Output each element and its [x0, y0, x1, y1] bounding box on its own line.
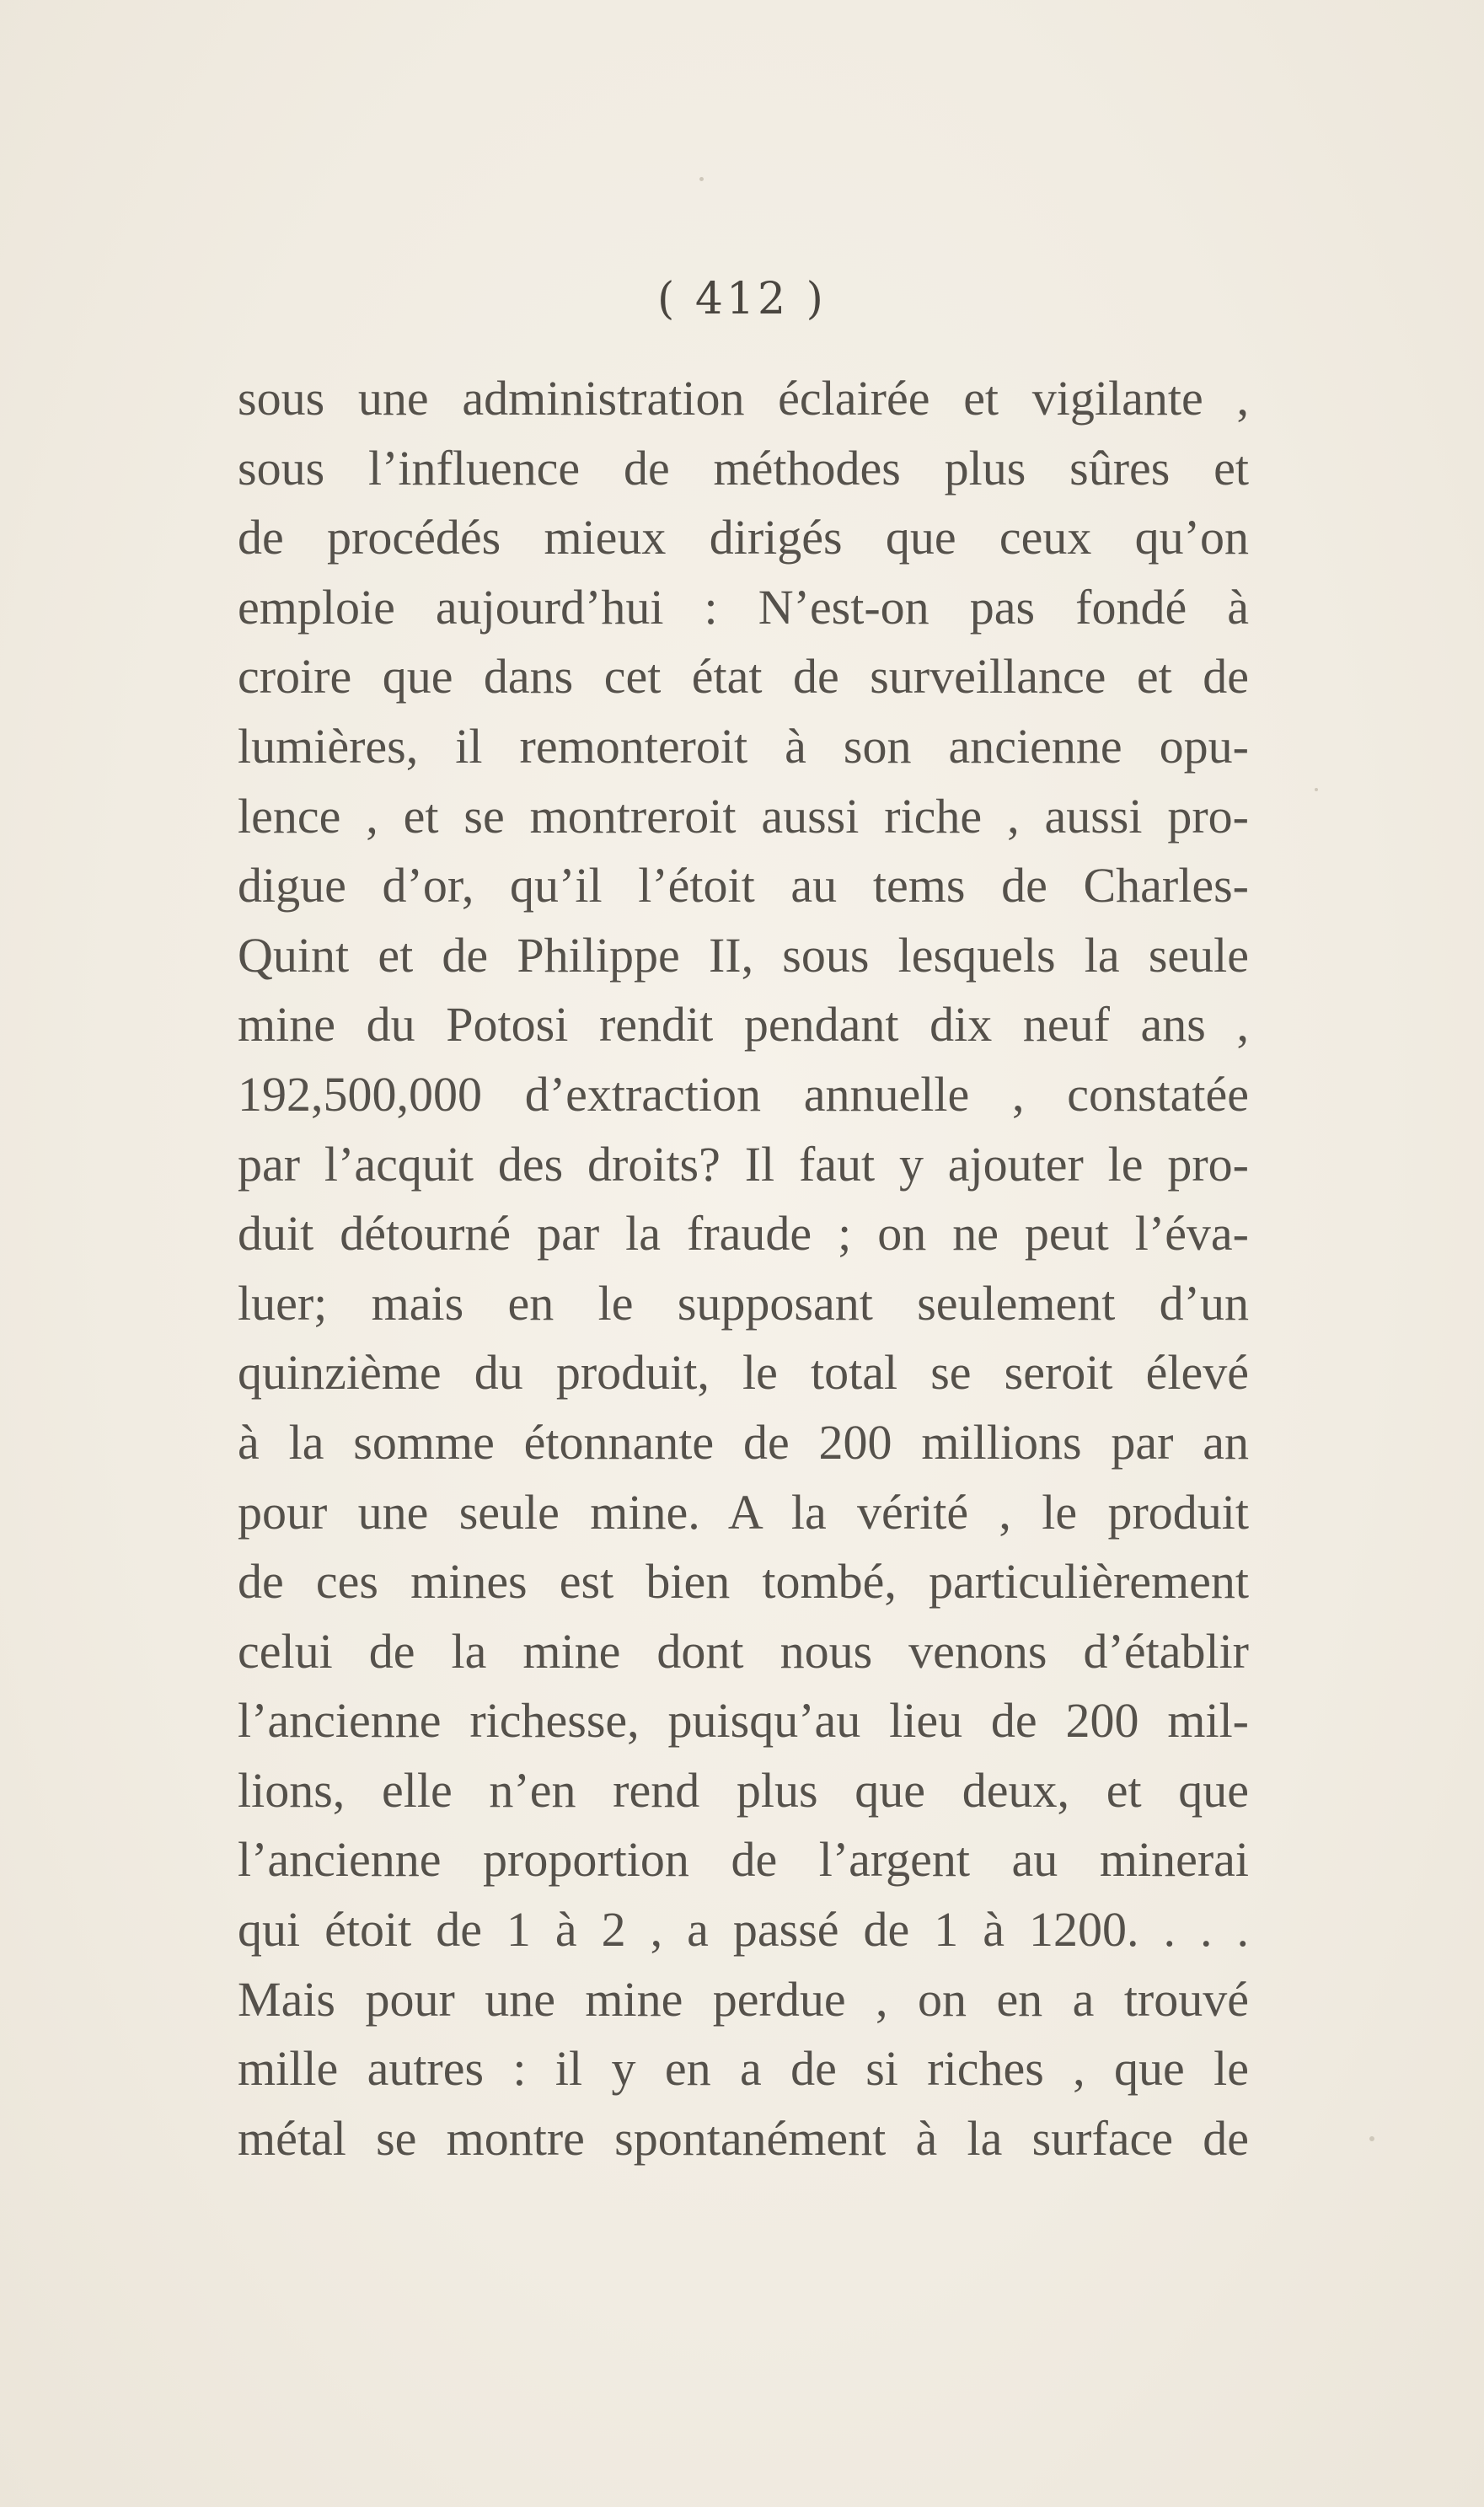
page-number: ( 412 ) — [657, 274, 827, 324]
text-line: mine du Potosi rendit pendant dix neuf ans , — [238, 997, 1249, 1053]
text-line: luer; mais en le supposant seulement d’un — [238, 1275, 1249, 1331]
text-line: duit détourné par la fraude ; on ne peut l’éva- — [238, 1206, 1249, 1262]
text-line: de procédés mieux dirigés que ceux qu’on — [238, 510, 1249, 565]
text-line: pour une seule mine. A la vérité , le produit — [238, 1484, 1249, 1540]
text-line: sous l’influence de méthodes plus sûres et — [238, 440, 1249, 496]
text-line: lence , et se montreroit aussi riche , aussi pro- — [238, 788, 1249, 844]
text-line: l’ancienne proportion de l’argent au minerai — [238, 1832, 1249, 1888]
text-line: Quint et de Philippe II, sous lesquels la seule — [238, 927, 1249, 983]
text-line: mille autres : il y en a de si riches , que le — [238, 2041, 1249, 2097]
text-line: l’ancienne richesse, puisqu’au lieu de 200 mil- — [238, 1693, 1249, 1749]
text-line: qui étoit de 1 à 2 , a passé de 1 à 1200. . . . — [238, 1902, 1249, 1958]
paper-speck — [1369, 2136, 1374, 2141]
text-line: croire que dans cet état de surveillance et de — [238, 649, 1249, 704]
text-line: de ces mines est bien tombé, particulièrement — [238, 1554, 1249, 1610]
text-line: à la somme étonnante de 200 millions par an — [238, 1414, 1249, 1470]
text-line: lumières, il remonteroit à son ancienne opu- — [238, 718, 1249, 774]
text-line: celui de la mine dont nous venons d’établir — [238, 1623, 1249, 1679]
paper-speck — [1315, 788, 1318, 791]
paper-speck — [699, 177, 704, 181]
text-line: quinzième du produit, le total se seroit élevé — [238, 1345, 1249, 1401]
text-line: 192,500,000 d’extraction annuelle , constatée — [238, 1066, 1249, 1122]
text-line: métal se montre spontanément à la surface de — [238, 2110, 1249, 2166]
body-text — [238, 364, 1249, 2173]
text-line: sous une administration éclairée et vigilante , — [238, 371, 1249, 426]
text-line: lions, elle n’en rend plus que deux, et que — [238, 1762, 1249, 1818]
text-line: Mais pour une mine perdue , on en a trouvé — [238, 1971, 1249, 2027]
text-line: emploie aujourd’hui : N’est-on pas fondé à — [238, 579, 1249, 635]
text-line: par l’acquit des droits? Il faut y ajouter le pro- — [238, 1136, 1249, 1192]
text-line: digue d’or, qu’il l’étoit au tems de Charles- — [238, 858, 1249, 913]
